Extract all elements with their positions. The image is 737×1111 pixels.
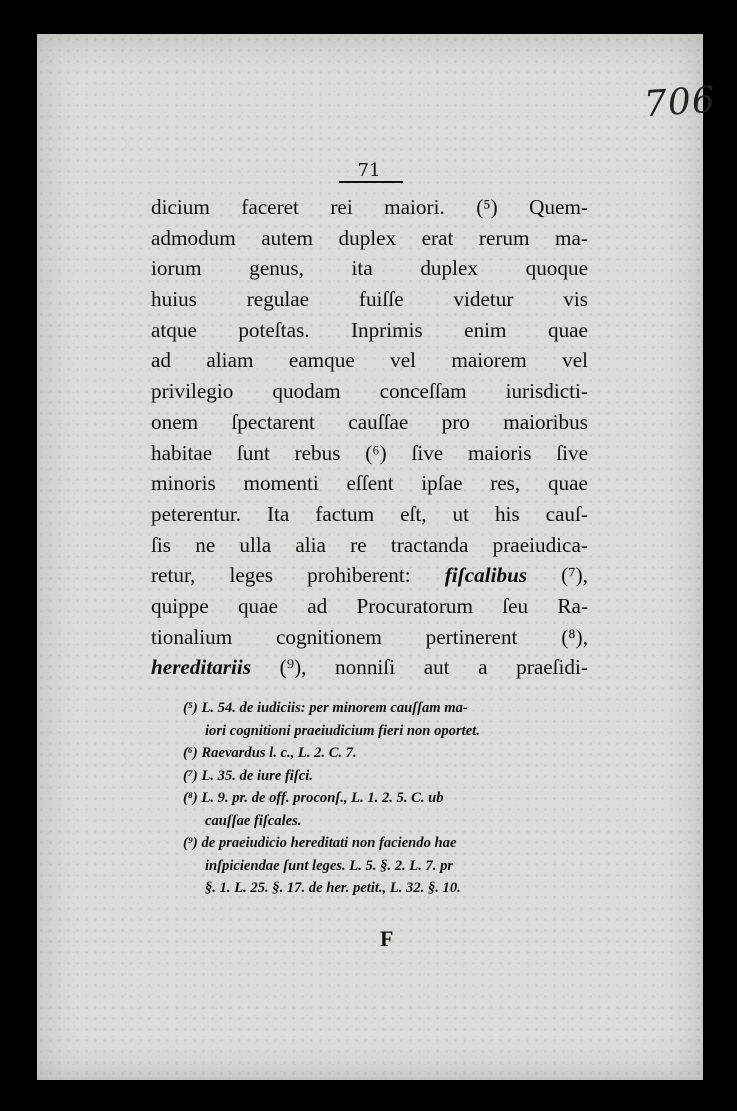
word: habitae [151, 440, 213, 465]
text-line [151, 345, 588, 376]
footnote-line: (⁶) Raevardus l. c., L. 2. C. 7. [183, 745, 357, 761]
word: ſeu [502, 593, 529, 618]
word: ſis [151, 532, 172, 557]
word: aut [423, 655, 450, 680]
word: admodum [151, 225, 236, 250]
word: eamque [288, 348, 355, 373]
word: praeiudica- [492, 532, 588, 557]
word: vis [563, 287, 588, 312]
text-line [151, 223, 588, 254]
word: a [478, 655, 488, 680]
word: tractanda [390, 532, 469, 557]
word: quae [547, 471, 588, 496]
text-line [151, 468, 588, 499]
word: Ra- [557, 593, 588, 618]
word: ad [151, 348, 171, 373]
word: tionalium [151, 624, 233, 649]
word: ſive [411, 440, 444, 465]
word: ma- [554, 225, 588, 250]
word: quodam [272, 379, 341, 404]
word: rerum [478, 225, 530, 250]
word: quippe [151, 593, 209, 618]
word: aliam [206, 348, 254, 373]
word: erat [421, 225, 454, 250]
word: ne [195, 532, 216, 557]
text-line [151, 253, 588, 284]
word: dicium [151, 195, 210, 219]
word: maiorem [451, 348, 527, 373]
word: atque [151, 317, 197, 342]
word: huius [151, 287, 197, 312]
word: quae [237, 593, 278, 618]
text-line [151, 530, 588, 561]
word: pertinerent [425, 624, 518, 649]
word: hereditariis [151, 655, 252, 680]
text-line [151, 407, 588, 438]
word: nonniſi [335, 655, 396, 680]
text-line [151, 192, 588, 223]
text-line [151, 591, 588, 622]
word: duplex [338, 225, 397, 250]
footnote-line: (⁵) L. 54. de iudiciis: per minorem cauſſam ma- [183, 700, 468, 716]
word: cauſſae [348, 409, 409, 434]
word: fuiſſe [358, 287, 404, 312]
word: Procuratorum [356, 593, 473, 618]
text-line [151, 315, 588, 346]
word: (⁹), [279, 655, 307, 680]
word: Inprimis [350, 317, 423, 342]
word: ſpectarent [231, 409, 315, 434]
word: Quem- [529, 195, 588, 219]
main-text [151, 192, 588, 683]
word: peterentur. [151, 501, 242, 526]
text-line [151, 376, 588, 407]
word: maiori. [384, 195, 445, 219]
word: faceret [241, 195, 299, 219]
word: praeſidi- [516, 655, 588, 680]
word: privilegio [151, 379, 234, 404]
word: ad [307, 593, 328, 618]
footnote-line: (⁸) L. 9. pr. de off. proconſ., L. 1. 2. 5. C. ub [183, 790, 444, 806]
word: rei [330, 195, 353, 219]
word: minoris [151, 471, 216, 496]
signature-mark: F [380, 926, 394, 951]
text-line [151, 499, 588, 530]
word: alia [295, 532, 326, 557]
word: ita [351, 256, 373, 281]
word: ut [452, 501, 469, 526]
word: fiſcalibus [444, 563, 528, 588]
word: iorum [151, 256, 202, 281]
word: eſſent [346, 471, 394, 496]
text-line [151, 622, 588, 653]
text-line [151, 438, 588, 469]
word: vel [562, 348, 588, 373]
word: his [494, 501, 520, 526]
book-page [37, 34, 718, 1080]
word: ulla [239, 532, 272, 557]
word: maioris [467, 440, 532, 465]
word: (⁶) [365, 440, 387, 465]
footnote-line: (⁹) de praeiudicio hereditati non faciendo hae [183, 835, 457, 851]
word: quoque [525, 256, 588, 281]
word: genus, [249, 256, 304, 281]
word: cognitionem [275, 624, 382, 649]
word: rebus [294, 440, 341, 465]
word: cauſ- [545, 501, 588, 526]
word: re [350, 532, 367, 557]
word: autem [261, 225, 314, 250]
footnote-line: (⁷) L. 35. de iure fiſci. [183, 767, 313, 784]
text-line [151, 652, 588, 683]
word: ipſae [421, 471, 463, 496]
word: momenti [243, 471, 319, 496]
word: onem [151, 409, 199, 434]
footnote-line: inſpiciendae ſunt leges. L. 5. §. 2. L. 7. pr [205, 857, 454, 874]
word: res, [490, 471, 521, 496]
word: poteſtas. [238, 317, 310, 342]
page-number-rule [339, 181, 403, 183]
word: enim [464, 317, 507, 342]
word: leges [229, 563, 274, 588]
word: (⁵) [476, 195, 498, 219]
word: videtur [453, 287, 514, 312]
word: eſt, [400, 501, 427, 526]
word: retur, [151, 563, 196, 588]
word: conceſſam [379, 379, 467, 404]
footnote-line: iori cognitioni praeiudicium fieri non oportet. [205, 722, 480, 739]
text-line [151, 560, 588, 591]
footnote-line: cauſſae fiſcales. [205, 812, 302, 829]
text-line [151, 284, 588, 315]
word: ſunt [236, 440, 270, 465]
word: regulae [246, 287, 310, 312]
word: pro [441, 409, 470, 434]
word: vel [390, 348, 417, 373]
word: duplex [420, 256, 478, 281]
word: Ita [266, 501, 290, 526]
word: (⁸), [561, 624, 588, 649]
word: (⁷), [561, 563, 588, 588]
handwritten-catalog-number: 706 [642, 79, 718, 126]
word: factum [315, 501, 375, 526]
word: ſive [556, 440, 588, 465]
word: iurisdicti- [505, 379, 588, 404]
footnote-line: §. 1. L. 25. §. 17. de her. petit., L. 32. §. 10. [205, 880, 461, 896]
word: maioribus [503, 409, 588, 434]
word: prohiberent: [307, 563, 411, 588]
word: quae [547, 317, 588, 342]
footnotes [183, 697, 593, 900]
page-number: 71 [357, 160, 381, 181]
